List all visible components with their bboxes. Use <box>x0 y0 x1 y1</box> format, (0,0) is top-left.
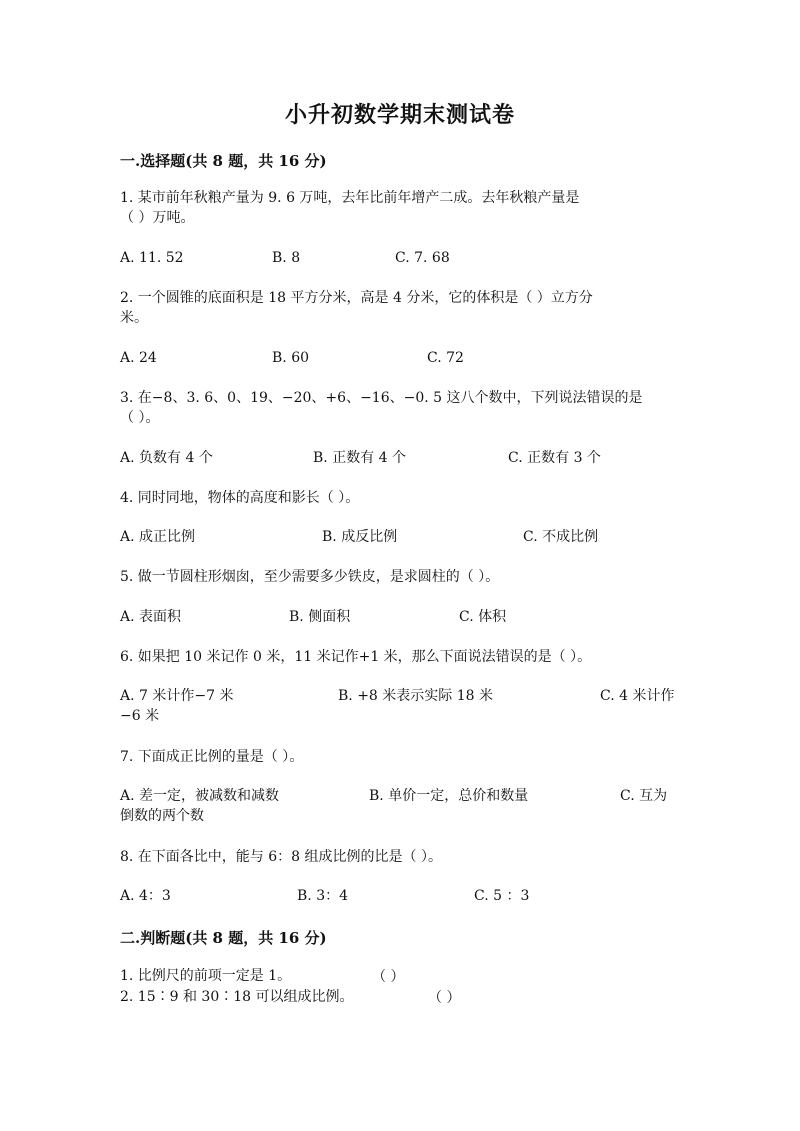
question-8-option-c: C. 5 ：3 <box>474 888 530 904</box>
question-5 <box>120 567 680 587</box>
question-6-line1: 6. 如果把 10 米记作 0 米，11 米记作+1 米，那么下面说法错误的是（ ）。 <box>120 649 592 665</box>
question-3-line2: （ ）。 <box>120 410 160 426</box>
question-7 <box>120 747 680 767</box>
judge-question-2-paren: （ ） <box>428 990 461 1006</box>
question-5-line1: 5. 做一节圆柱形烟囱，至少需要多少铁皮，是求圆柱的（ ）。 <box>120 569 500 585</box>
question-5-option-a: A. 表面积 <box>120 609 182 625</box>
question-4-option-b: B. 成反比例 <box>322 529 398 545</box>
question-7-option-c: C. 互为 <box>620 788 668 804</box>
question-5-option-b: B. 侧面积 <box>289 609 351 625</box>
question-3-option-c: C. 正数有 3 个 <box>508 450 601 466</box>
question-2-line2: 米。 <box>120 310 148 326</box>
question-4-option-a: A. 成正比例 <box>120 529 196 545</box>
question-2 <box>120 288 680 328</box>
question-5-option-c: C. 体积 <box>459 609 507 625</box>
question-6-option-b: B. +8 米表示实际 18 米 <box>338 688 493 704</box>
question-8 <box>120 847 680 867</box>
question-6-option-a: A. 7 米计作−7 米 <box>120 688 234 704</box>
judge-question-2: 2. 15∶9 和 30∶18 可以组成比例。 <box>120 989 354 1005</box>
judge-question-1: 1. 比例尺的前项一定是 1。 <box>120 968 292 984</box>
section-heading-judge: 二.判断题(共 8 题，共 16 分) <box>120 929 327 947</box>
question-3 <box>120 388 680 428</box>
question-8-option-b: B. 3：4 <box>297 888 349 904</box>
question-6-option-c-wrap: −6 米 <box>120 708 160 724</box>
question-8-option-a: A. 4：3 <box>120 888 171 904</box>
judge-question-1-paren: （ ） <box>372 969 405 985</box>
question-7-line1: 7. 下面成正比例的量是（ ）。 <box>120 749 304 765</box>
question-7-option-a: A. 差一定，被减数和减数 <box>120 788 280 804</box>
question-3-option-b: B. 正数有 4 个 <box>313 450 406 466</box>
section-heading-choice: 一.选择题(共 8 题，共 16 分) <box>120 152 327 170</box>
question-4-option-c: C. 不成比例 <box>523 529 599 545</box>
question-1-line2: （ ）万吨。 <box>120 210 195 226</box>
question-1-option-c: C. 7. 68 <box>395 250 450 266</box>
question-4 <box>120 488 680 508</box>
question-2-option-a: A. 24 <box>120 350 157 366</box>
exam-title: 小升初数学期末测试卷 <box>284 102 515 128</box>
question-1-option-b: B. 8 <box>272 250 301 266</box>
question-6-option-c: C. 4 米计作 <box>600 688 675 704</box>
question-4-line1: 4. 同时同地，物体的高度和影长（ ）。 <box>120 490 360 506</box>
question-2-line1: 2. 一个圆锥的底面积是 18 平方分米，高是 4 分米，它的体积是（ ）立方分 <box>120 290 593 306</box>
question-7-option-b: B. 单价一定，总价和数量 <box>369 788 529 804</box>
question-3-line1: 3. 在−8、3. 6、0、19、−20、+6、−16、−0. 5 这八个数中，下列说法错误的是 <box>120 390 643 406</box>
question-8-line1: 8. 在下面各比中，能与 6：8 组成比例的比是（ ）。 <box>120 849 442 865</box>
question-1-option-a: A. 11. 52 <box>120 250 184 266</box>
question-2-option-b: B. 60 <box>272 350 310 366</box>
question-7-option-c-wrap: 倒数的两个数 <box>120 808 204 824</box>
question-6 <box>120 647 680 667</box>
question-1-line1: 1. 某市前年秋粮产量为 9. 6 万吨，去年比前年增产二成。去年秋粮产量是 <box>120 190 580 206</box>
question-1 <box>120 188 680 228</box>
question-3-option-a: A. 负数有 4 个 <box>120 450 213 466</box>
question-2-option-c: C. 72 <box>427 350 464 366</box>
